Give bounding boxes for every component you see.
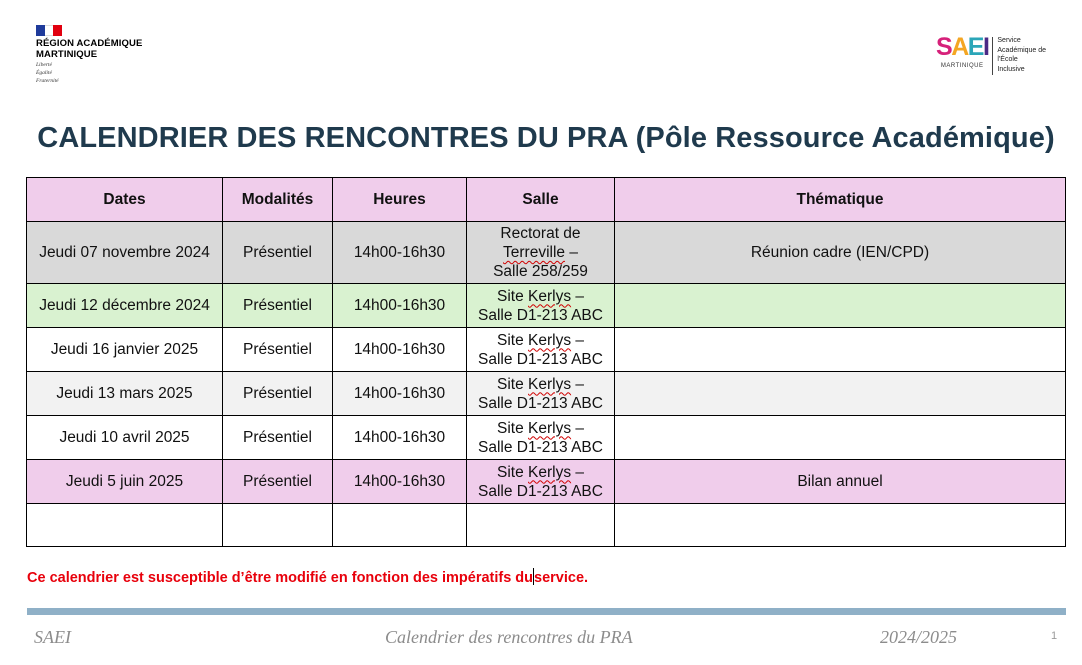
salle-site: Site (496, 331, 528, 349)
salle-line: Rectorat de (500, 225, 581, 242)
saei-desc-line: Académique de (997, 46, 1047, 54)
salle-site: Site (496, 463, 528, 481)
salle-spellcheck-word: Kerlys (528, 331, 572, 349)
region-line-2: MARTINIQUE (36, 48, 98, 60)
saei-desc-line: Service (997, 37, 1021, 44)
saei-desc-line: Inclusive (997, 65, 1025, 73)
cell-heures: 14h00-16h30 (333, 222, 467, 284)
page-title: CALENDRIER DES RENCONTRES DU PRA (Pôle Ressource Académique) (37, 122, 1055, 154)
page-number: 1 (1051, 630, 1058, 642)
cell-heures: 14h00-16h30 (333, 372, 467, 416)
salle-dash: – (571, 331, 585, 349)
motto-egalite: Égalité (36, 70, 52, 77)
table-row (27, 416, 1066, 460)
table-row-empty (27, 504, 1066, 547)
cell-empty (615, 504, 1066, 547)
cell-date: Jeudi 10 avril 2025 (27, 416, 223, 460)
salle-spellcheck-word: Kerlys (528, 287, 572, 305)
note-text-start: Ce calendrier est susceptible d’être modifié en fonction des impératifs du (27, 570, 534, 586)
cell-date: Jeudi 16 janvier 2025 (27, 328, 223, 372)
salle-room: Salle D1-213 ABC (478, 306, 603, 324)
salle-spellcheck-word: Terreville (503, 244, 566, 261)
cell-modalite: Présentiel (223, 460, 333, 504)
cell-salle (467, 416, 615, 460)
cell-salle (467, 372, 615, 416)
cell-empty (467, 504, 615, 547)
footer-left: SAEI (34, 627, 71, 647)
salle-site: Site (496, 419, 528, 437)
salle-dash: – (565, 244, 578, 261)
table-row (27, 460, 1066, 504)
cell-empty (27, 504, 223, 547)
cell-heures: 14h00-16h30 (333, 284, 467, 328)
cell-modalite: Présentiel (223, 222, 333, 284)
cell-modalite: Présentiel (223, 416, 333, 460)
cell-thematique (615, 328, 1066, 372)
region-academique-logo (36, 25, 166, 85)
saei-divider (992, 37, 993, 75)
table-header-row (27, 178, 1066, 222)
salle-dash: – (571, 375, 585, 393)
salle-site: Site (496, 375, 528, 393)
salle-spellcheck-word: Kerlys (528, 463, 572, 481)
salle-room: Salle D1-213 ABC (478, 438, 603, 456)
cell-modalite: Présentiel (223, 328, 333, 372)
header-salle: Salle (467, 178, 615, 222)
cell-date: Jeudi 13 mars 2025 (27, 372, 223, 416)
cell-empty (333, 504, 467, 547)
cell-heures: 14h00-16h30 (333, 416, 467, 460)
salle-room: Salle D1-213 ABC (478, 394, 603, 412)
cell-date: Jeudi 5 juin 2025 (27, 460, 223, 504)
cell-thematique: Bilan annuel (615, 460, 1066, 504)
salle-spellcheck-word: Kerlys (528, 375, 572, 393)
disclaimer-note (27, 568, 588, 586)
salle-room: Salle D1-213 ABC (478, 350, 603, 368)
note-text-end: service. (534, 570, 589, 586)
footer-center: Calendrier des rencontres du PRA (385, 627, 633, 647)
cell-date: Jeudi 12 décembre 2024 (27, 284, 223, 328)
footer-right: 2024/2025 (880, 627, 958, 647)
french-flag-icon (36, 25, 62, 36)
cell-heures: 14h00-16h30 (333, 460, 467, 504)
cell-heures: 14h00-16h30 (333, 328, 467, 372)
salle-site: Site (496, 287, 528, 305)
cell-modalite: Présentiel (223, 284, 333, 328)
cell-modalite: Présentiel (223, 372, 333, 416)
cell-thematique: Réunion cadre (IEN/CPD) (615, 222, 1066, 284)
cell-date: Jeudi 07 novembre 2024 (27, 222, 223, 284)
saei-desc-line: l'École (997, 56, 1018, 63)
cell-salle (467, 460, 615, 504)
salle-dash: – (571, 463, 585, 481)
header-dates: Dates (27, 178, 223, 222)
motto-liberte: Liberté (36, 62, 52, 68)
cell-thematique (615, 372, 1066, 416)
table-row (27, 372, 1066, 416)
header-heures: Heures (333, 178, 467, 222)
footer-divider-bar (27, 608, 1066, 615)
cell-salle (467, 328, 615, 372)
saei-subtitle: MARTINIQUE (940, 63, 984, 69)
salle-dash: – (571, 287, 585, 305)
saei-description (997, 36, 1046, 74)
motto-fraternite: Fraternité (36, 78, 59, 85)
salle-spellcheck-word: Kerlys (528, 419, 572, 437)
table-row (27, 328, 1066, 372)
header-modalites: Modalités (223, 178, 333, 222)
header-thematique: Thématique (615, 178, 1066, 222)
calendar-table (26, 177, 1066, 547)
saei-wordmark: SAEI (936, 33, 989, 61)
table-row (27, 222, 1066, 284)
cell-thematique (615, 416, 1066, 460)
cell-empty (223, 504, 333, 547)
salle-line: Salle 258/259 (493, 263, 588, 280)
saei-logo (936, 35, 1046, 75)
cell-thematique (615, 284, 1066, 328)
cell-salle (467, 284, 615, 328)
salle-room: Salle D1-213 ABC (478, 482, 603, 500)
cell-salle (467, 222, 615, 284)
table-row (27, 284, 1066, 328)
salle-dash: – (571, 419, 585, 437)
region-line-1: RÉGION ACADÉMIQUE (36, 38, 143, 49)
